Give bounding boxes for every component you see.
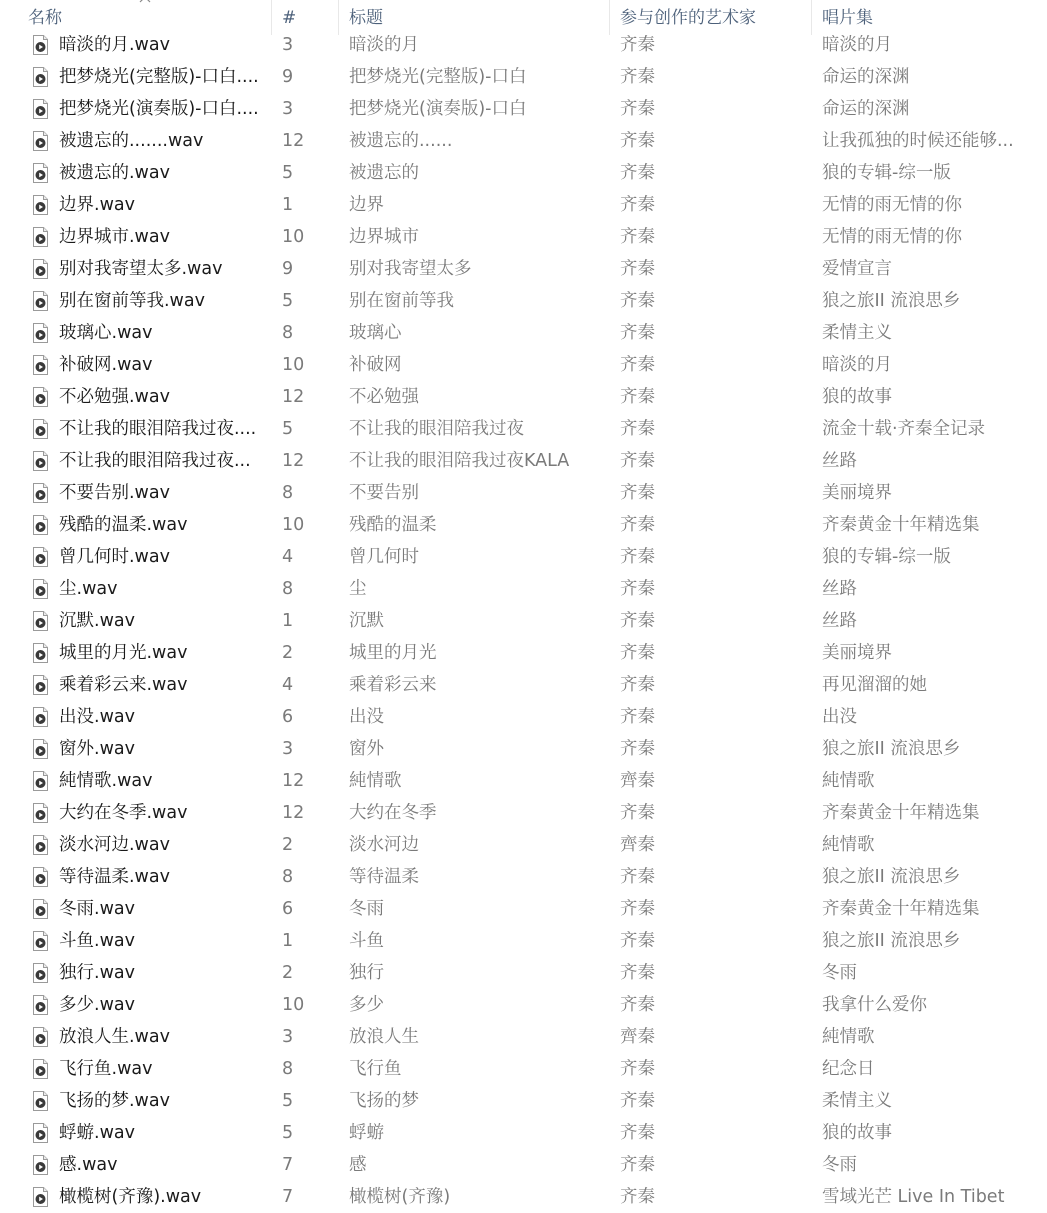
file-row[interactable] bbox=[0, 1149, 1047, 1181]
track-album: 柔情主义 bbox=[822, 1091, 892, 1111]
track-album: 冬雨 bbox=[822, 1155, 857, 1175]
track-number: 10 bbox=[282, 515, 305, 535]
track-title: 大约在冬季 bbox=[349, 803, 437, 823]
track-number: 1 bbox=[282, 931, 294, 951]
track-title: 玻璃心 bbox=[349, 323, 402, 343]
audio-file-icon bbox=[32, 707, 49, 727]
track-title: 被遗忘的...... bbox=[349, 131, 453, 151]
file-name: 补破网.wav bbox=[59, 355, 153, 375]
track-album: 狼的专辑-综一版 bbox=[822, 547, 951, 567]
track-artist: 齐秦 bbox=[620, 579, 655, 599]
track-album: 齐秦黄金十年精选集 bbox=[822, 515, 980, 535]
track-number: 8 bbox=[282, 323, 294, 343]
track-title: 飞扬的梦 bbox=[349, 1091, 419, 1111]
track-album: 美丽境界 bbox=[822, 643, 892, 663]
track-album: 我拿什么爱你 bbox=[822, 995, 927, 1015]
track-album: 狼之旅II 流浪思乡 bbox=[822, 867, 961, 887]
track-artist: 齐秦 bbox=[620, 195, 655, 215]
track-number: 5 bbox=[282, 163, 294, 183]
audio-file-icon bbox=[32, 899, 49, 919]
file-name: 不必勉强.wav bbox=[59, 387, 170, 407]
column-divider[interactable] bbox=[811, 0, 812, 35]
file-name: 把梦烧光(演奏版)-口白.... bbox=[59, 99, 259, 119]
file-row[interactable] bbox=[0, 701, 1047, 733]
file-row[interactable] bbox=[0, 765, 1047, 797]
track-artist: 齐秦 bbox=[620, 1059, 655, 1079]
audio-file-icon bbox=[32, 739, 49, 759]
track-title: 不必勉强 bbox=[349, 387, 419, 407]
track-title: 边界 bbox=[349, 195, 384, 215]
file-name: 不要告别.wav bbox=[59, 483, 170, 503]
track-number: 10 bbox=[282, 227, 305, 247]
file-name: 不让我的眼泪陪我过夜.... bbox=[59, 419, 257, 439]
track-number: 8 bbox=[282, 1059, 294, 1079]
track-artist: 齐秦 bbox=[620, 1123, 655, 1143]
track-album: 爱情宣言 bbox=[822, 259, 892, 279]
track-album: 丝路 bbox=[822, 579, 857, 599]
file-name: 把梦烧光(完整版)-口白.... bbox=[59, 67, 259, 87]
track-album: 命运的深渊 bbox=[822, 67, 910, 87]
track-artist: 齐秦 bbox=[620, 707, 655, 727]
track-album: 齐秦黄金十年精选集 bbox=[822, 899, 980, 919]
track-artist: 齊秦 bbox=[620, 771, 655, 791]
audio-file-icon bbox=[32, 259, 49, 279]
file-row[interactable] bbox=[0, 221, 1047, 253]
track-artist: 齐秦 bbox=[620, 611, 655, 631]
file-row[interactable] bbox=[0, 157, 1047, 189]
track-number: 4 bbox=[282, 675, 294, 695]
track-title: 橄榄树(齐豫) bbox=[349, 1187, 451, 1207]
file-row[interactable] bbox=[0, 829, 1047, 861]
file-row[interactable] bbox=[0, 1053, 1047, 1085]
track-number: 8 bbox=[282, 579, 294, 599]
track-album: 狼的故事 bbox=[822, 387, 892, 407]
track-album: 暗淡的月 bbox=[822, 355, 892, 375]
column-divider[interactable] bbox=[271, 0, 272, 35]
track-title: 多少 bbox=[349, 995, 384, 1015]
track-album: 再见溜溜的她 bbox=[822, 675, 927, 695]
audio-file-icon bbox=[32, 611, 49, 631]
track-number: 10 bbox=[282, 995, 305, 1015]
track-artist: 齊秦 bbox=[620, 835, 655, 855]
track-title: 放浪人生 bbox=[349, 1027, 419, 1047]
column-header-album[interactable]: 唱片集 bbox=[822, 8, 873, 28]
track-artist: 齐秦 bbox=[620, 163, 655, 183]
column-header-name[interactable]: 名称 bbox=[28, 8, 62, 28]
track-number: 3 bbox=[282, 739, 294, 759]
file-name: 被遗忘的.......wav bbox=[59, 131, 204, 151]
file-row[interactable] bbox=[0, 1117, 1047, 1149]
track-album: 狼之旅II 流浪思乡 bbox=[822, 739, 961, 759]
track-artist: 齐秦 bbox=[620, 67, 655, 87]
track-album: 狼的专辑-综一版 bbox=[822, 163, 951, 183]
file-name: 飞行鱼.wav bbox=[59, 1059, 153, 1079]
track-title: 独行 bbox=[349, 963, 384, 983]
audio-file-icon bbox=[32, 771, 49, 791]
track-number: 5 bbox=[282, 419, 294, 439]
file-row[interactable] bbox=[0, 317, 1047, 349]
file-row[interactable] bbox=[0, 285, 1047, 317]
track-number: 7 bbox=[282, 1155, 294, 1175]
track-number: 9 bbox=[282, 259, 294, 279]
file-name: 残酷的温柔.wav bbox=[59, 515, 188, 535]
track-title: 沉默 bbox=[349, 611, 384, 631]
file-name: 尘.wav bbox=[59, 579, 118, 599]
file-row[interactable] bbox=[0, 93, 1047, 125]
audio-file-icon bbox=[32, 163, 49, 183]
track-title: 城里的月光 bbox=[349, 643, 437, 663]
track-title: 飞行鱼 bbox=[349, 1059, 402, 1079]
file-name: 等待温柔.wav bbox=[59, 867, 170, 887]
track-title: 被遗忘的 bbox=[349, 163, 419, 183]
file-row[interactable] bbox=[0, 957, 1047, 989]
track-artist: 齐秦 bbox=[620, 867, 655, 887]
track-album: 狼的故事 bbox=[822, 1123, 892, 1143]
file-name: 斗鱼.wav bbox=[59, 931, 135, 951]
track-artist: 齐秦 bbox=[620, 227, 655, 247]
track-artist: 齐秦 bbox=[620, 643, 655, 663]
track-artist: 齐秦 bbox=[620, 35, 655, 55]
file-row[interactable] bbox=[0, 1181, 1047, 1213]
track-album: 命运的深渊 bbox=[822, 99, 910, 119]
audio-file-icon bbox=[32, 67, 49, 87]
column-header-artist[interactable]: 参与创作的艺术家 bbox=[620, 8, 756, 28]
audio-file-icon bbox=[32, 1187, 49, 1207]
audio-file-icon bbox=[32, 355, 49, 375]
track-artist: 齐秦 bbox=[620, 451, 655, 471]
track-title: 蜉蝣 bbox=[349, 1123, 384, 1143]
audio-file-icon bbox=[32, 1027, 49, 1047]
track-title: 曾几何时 bbox=[349, 547, 419, 567]
track-album: 齐秦黄金十年精选集 bbox=[822, 803, 980, 823]
track-artist: 齐秦 bbox=[620, 803, 655, 823]
track-number: 3 bbox=[282, 1027, 294, 1047]
track-album: 纪念日 bbox=[822, 1059, 875, 1079]
track-number: 12 bbox=[282, 451, 305, 471]
file-row[interactable] bbox=[0, 669, 1047, 701]
audio-file-icon bbox=[32, 931, 49, 951]
file-row[interactable] bbox=[0, 573, 1047, 605]
file-name: 乘着彩云来.wav bbox=[59, 675, 188, 695]
track-album: 丝路 bbox=[822, 611, 857, 631]
track-album: 純情歌 bbox=[822, 1027, 875, 1047]
track-title: 純情歌 bbox=[349, 771, 402, 791]
track-number: 3 bbox=[282, 99, 294, 119]
file-row[interactable] bbox=[0, 989, 1047, 1021]
file-row[interactable] bbox=[0, 1021, 1047, 1053]
file-name: 边界城市.wav bbox=[59, 227, 170, 247]
file-name: 玻璃心.wav bbox=[59, 323, 153, 343]
file-name: 别在窗前等我.wav bbox=[59, 291, 205, 311]
track-artist: 齐秦 bbox=[620, 291, 655, 311]
track-artist: 齐秦 bbox=[620, 323, 655, 343]
file-name: 出没.wav bbox=[59, 707, 135, 727]
file-row[interactable] bbox=[0, 381, 1047, 413]
audio-file-icon bbox=[32, 963, 49, 983]
track-number: 2 bbox=[282, 643, 294, 663]
audio-file-icon bbox=[32, 1155, 49, 1175]
file-name: 感.wav bbox=[59, 1155, 118, 1175]
track-title: 尘 bbox=[349, 579, 367, 599]
file-name: 多少.wav bbox=[59, 995, 135, 1015]
track-artist: 齐秦 bbox=[620, 963, 655, 983]
file-row[interactable] bbox=[0, 605, 1047, 637]
track-artist: 齐秦 bbox=[620, 675, 655, 695]
track-title: 别对我寄望太多 bbox=[349, 259, 472, 279]
column-header-bar bbox=[0, 0, 1047, 35]
audio-file-icon bbox=[32, 835, 49, 855]
track-album: 出没 bbox=[822, 707, 857, 727]
track-album: 雪域光芒 Live In Tibet bbox=[822, 1187, 1005, 1207]
track-artist: 齐秦 bbox=[620, 931, 655, 951]
track-title: 斗鱼 bbox=[349, 931, 384, 951]
file-name: 橄榄树(齐豫).wav bbox=[59, 1187, 202, 1207]
track-number: 12 bbox=[282, 771, 305, 791]
track-artist: 齐秦 bbox=[620, 131, 655, 151]
track-album: 暗淡的月 bbox=[822, 35, 892, 55]
track-number: 9 bbox=[282, 67, 294, 87]
file-name: 蜉蝣.wav bbox=[59, 1123, 135, 1143]
track-title: 边界城市 bbox=[349, 227, 419, 247]
track-title: 不让我的眼泪陪我过夜KALA bbox=[349, 451, 570, 471]
track-album: 冬雨 bbox=[822, 963, 857, 983]
track-title: 别在窗前等我 bbox=[349, 291, 454, 311]
file-name: 独行.wav bbox=[59, 963, 135, 983]
audio-file-icon bbox=[32, 995, 49, 1015]
track-title: 感 bbox=[349, 1155, 367, 1175]
file-row[interactable] bbox=[0, 861, 1047, 893]
file-name: 别对我寄望太多.wav bbox=[59, 259, 223, 279]
file-row[interactable] bbox=[0, 61, 1047, 93]
track-album: 丝路 bbox=[822, 451, 857, 471]
track-album: 狼之旅II 流浪思乡 bbox=[822, 291, 961, 311]
track-number: 5 bbox=[282, 291, 294, 311]
file-name: 大约在冬季.wav bbox=[59, 803, 188, 823]
file-name: 放浪人生.wav bbox=[59, 1027, 170, 1047]
file-name: 窗外.wav bbox=[59, 739, 135, 759]
track-artist: 齐秦 bbox=[620, 259, 655, 279]
track-number: 3 bbox=[282, 35, 294, 55]
track-number: 8 bbox=[282, 867, 294, 887]
audio-file-icon bbox=[32, 867, 49, 887]
track-title: 出没 bbox=[349, 707, 384, 727]
track-album: 純情歌 bbox=[822, 771, 875, 791]
track-album: 让我孤独的时候还能够... bbox=[822, 131, 1014, 151]
audio-file-icon bbox=[32, 451, 49, 471]
track-title: 暗淡的月 bbox=[349, 35, 419, 55]
file-name: 飞扬的梦.wav bbox=[59, 1091, 170, 1111]
audio-file-icon bbox=[32, 1123, 49, 1143]
file-row[interactable] bbox=[0, 925, 1047, 957]
track-artist: 齐秦 bbox=[620, 387, 655, 407]
column-divider[interactable] bbox=[609, 0, 610, 35]
file-row[interactable] bbox=[0, 349, 1047, 381]
track-number: 1 bbox=[282, 195, 294, 215]
audio-file-icon bbox=[32, 323, 49, 343]
track-title: 窗外 bbox=[349, 739, 384, 759]
audio-file-icon bbox=[32, 227, 49, 247]
column-header-number[interactable]: # bbox=[282, 8, 297, 28]
track-artist: 齐秦 bbox=[620, 1091, 655, 1111]
track-number: 1 bbox=[282, 611, 294, 631]
track-number: 12 bbox=[282, 131, 305, 151]
track-album: 无情的雨无情的你 bbox=[822, 195, 962, 215]
file-row[interactable] bbox=[0, 893, 1047, 925]
file-row[interactable] bbox=[0, 477, 1047, 509]
file-name: 城里的月光.wav bbox=[59, 643, 188, 663]
track-title: 不让我的眼泪陪我过夜 bbox=[349, 419, 524, 439]
file-name: 曾几何时.wav bbox=[59, 547, 170, 567]
audio-file-icon bbox=[32, 643, 49, 663]
track-album: 狼之旅II 流浪思乡 bbox=[822, 931, 961, 951]
file-name: 淡水河边.wav bbox=[59, 835, 170, 855]
audio-file-icon bbox=[32, 387, 49, 407]
audio-file-icon bbox=[32, 1091, 49, 1111]
file-name: 暗淡的月.wav bbox=[59, 35, 170, 55]
audio-file-icon bbox=[32, 547, 49, 567]
file-row[interactable] bbox=[0, 733, 1047, 765]
audio-file-icon bbox=[32, 99, 49, 119]
file-row[interactable] bbox=[0, 1085, 1047, 1117]
file-row[interactable] bbox=[0, 445, 1047, 477]
track-title: 残酷的温柔 bbox=[349, 515, 437, 535]
audio-file-icon bbox=[32, 515, 49, 535]
track-number: 5 bbox=[282, 1091, 294, 1111]
file-row[interactable] bbox=[0, 125, 1047, 157]
track-album: 流金十载·齐秦全记录 bbox=[822, 419, 986, 439]
file-row[interactable] bbox=[0, 189, 1047, 221]
track-artist: 齐秦 bbox=[620, 899, 655, 919]
track-artist: 齐秦 bbox=[620, 99, 655, 119]
track-title: 等待温柔 bbox=[349, 867, 419, 887]
track-artist: 齊秦 bbox=[620, 1027, 655, 1047]
track-number: 2 bbox=[282, 963, 294, 983]
file-name: 边界.wav bbox=[59, 195, 135, 215]
column-divider[interactable] bbox=[338, 0, 339, 35]
audio-file-icon bbox=[32, 483, 49, 503]
track-title: 冬雨 bbox=[349, 899, 384, 919]
file-row[interactable] bbox=[0, 797, 1047, 829]
file-row[interactable] bbox=[0, 413, 1047, 445]
track-number: 2 bbox=[282, 835, 294, 855]
file-row[interactable] bbox=[0, 541, 1047, 573]
track-artist: 齐秦 bbox=[620, 547, 655, 567]
audio-file-icon bbox=[32, 35, 49, 55]
audio-file-icon bbox=[32, 419, 49, 439]
track-artist: 齐秦 bbox=[620, 1187, 655, 1207]
file-name: 冬雨.wav bbox=[59, 899, 135, 919]
track-number: 10 bbox=[282, 355, 305, 375]
audio-file-icon bbox=[32, 579, 49, 599]
file-name: 沉默.wav bbox=[59, 611, 135, 631]
track-artist: 齐秦 bbox=[620, 995, 655, 1015]
file-list bbox=[0, 29, 1047, 1213]
track-title: 补破网 bbox=[349, 355, 402, 375]
track-title: 把梦烧光(完整版)-口白 bbox=[349, 67, 527, 87]
audio-file-icon bbox=[32, 195, 49, 215]
track-title: 乘着彩云来 bbox=[349, 675, 437, 695]
track-album: 純情歌 bbox=[822, 835, 875, 855]
file-row[interactable] bbox=[0, 509, 1047, 541]
file-name: 被遗忘的.wav bbox=[59, 163, 170, 183]
audio-file-icon bbox=[32, 675, 49, 695]
track-number: 4 bbox=[282, 547, 294, 567]
track-artist: 齐秦 bbox=[620, 1155, 655, 1175]
track-number: 6 bbox=[282, 707, 294, 727]
track-number: 12 bbox=[282, 387, 305, 407]
track-title: 淡水河边 bbox=[349, 835, 419, 855]
track-title: 不要告别 bbox=[349, 483, 419, 503]
track-artist: 齐秦 bbox=[620, 419, 655, 439]
track-album: 无情的雨无情的你 bbox=[822, 227, 962, 247]
track-album: 美丽境界 bbox=[822, 483, 892, 503]
track-artist: 齐秦 bbox=[620, 483, 655, 503]
track-number: 7 bbox=[282, 1187, 294, 1207]
file-row[interactable] bbox=[0, 637, 1047, 669]
audio-file-icon bbox=[32, 803, 49, 823]
file-name: 不让我的眼泪陪我过夜... bbox=[59, 451, 251, 471]
track-number: 5 bbox=[282, 1123, 294, 1143]
audio-file-icon bbox=[32, 1059, 49, 1079]
track-number: 12 bbox=[282, 803, 305, 823]
track-artist: 齐秦 bbox=[620, 515, 655, 535]
track-number: 8 bbox=[282, 483, 294, 503]
track-number: 6 bbox=[282, 899, 294, 919]
track-artist: 齐秦 bbox=[620, 739, 655, 759]
track-artist: 齐秦 bbox=[620, 355, 655, 375]
track-album: 柔情主义 bbox=[822, 323, 892, 343]
file-row[interactable] bbox=[0, 253, 1047, 285]
column-header-title[interactable]: 标题 bbox=[349, 8, 383, 28]
track-title: 把梦烧光(演奏版)-口白 bbox=[349, 99, 527, 119]
audio-file-icon bbox=[32, 131, 49, 151]
file-name: 純情歌.wav bbox=[59, 771, 153, 791]
audio-file-icon bbox=[32, 291, 49, 311]
